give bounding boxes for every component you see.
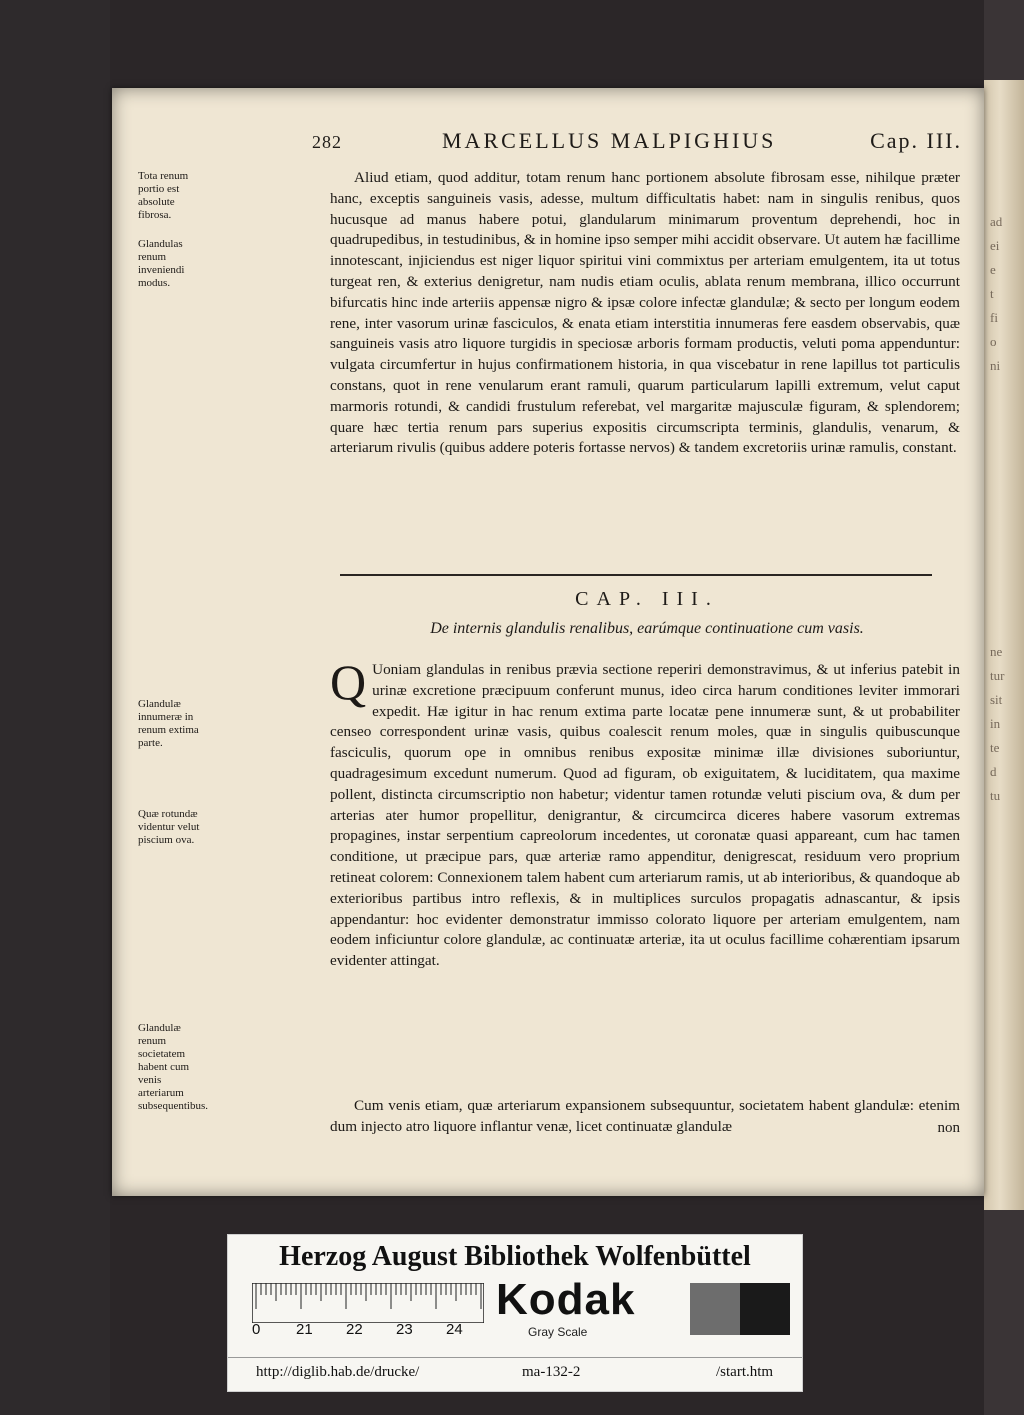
paragraph xyxy=(330,654,960,972)
chapter-reference: Cap. III. xyxy=(870,128,962,153)
shelfmark: ma-132-2 xyxy=(522,1364,581,1380)
library-url: http://diglib.hab.de/drucke/ xyxy=(256,1364,420,1380)
facing-page-edge: ad ei e t fi o ni ne tur sit in te d tu xyxy=(984,80,1024,1210)
margin-note: Glandulæ innumeræ in renum extima parte. xyxy=(138,698,199,749)
library-footer xyxy=(228,1357,802,1388)
margin-note: Glandulas renum inveniendi modus. xyxy=(138,238,185,289)
scanner-background-left xyxy=(0,0,110,1415)
ruler-label: 24 xyxy=(446,1321,463,1338)
start-file: /start.htm xyxy=(716,1364,774,1380)
page-number: 282 xyxy=(312,132,342,152)
paragraph: Aliud etiam, quod additur, totam renum hanc portionem absolute fibrosam esse, nihilque præter hanc, exceptis sanguineis vasis, adesse, multum difficultatis habet: nam in singulis renibus, quos hucusque ad manus habere potui, glandularum minimarum proventum deprehendi, hoc in quadrupedibus, in testudinibus, & in homine ipso semper mihi accidit observare. Ut autem hæ facillime innotescant, injiciendus est niger liquor spiritui vini commixtus per arteriam emulgentem, ita ut totus turgeat ren, & exterius denigretur, nam nudis etiam oculis, ablata renum membrana, illico occurrunt bifurcatis hinc inde arteriis appensæ nigro & ipsæ colore infectæ glandulæ; & secto per longum eodem rene, inter vasorum urinæ fasciculos, & enata etiam interstitia innumeras fere easdem observabis, quæ sanguineis vasis atro liquore turgidis in speciosæ arboris formam productis, veluti poma appenduntur: vulgata circumfertur in hujus confirmationem historia, in qua viscebatur in rene lapillus tot particulis constans, quot in rene venularum erant ramuli, quarum particularum lapilli extremum, velut caput marmoris rotundi, & candidi frustulum referebat, vel margaritæ majusculæ figuram, & splendorem; quare hæc tertia renum pars superius expositis circumscripta terminis, glandulis, venarum, & arteriarum rivulis (quibus addere poteris fortasse nervos) & tandem excretoriis urinæ ramulis, constant. xyxy=(330,169,960,457)
chapter-subtitle: De internis glandulis renalibus, earúmque continuatione cum vasis. xyxy=(430,620,864,637)
paragraph-text: Uoniam glandulas in renibus prævia sectione reperiri demonstravimus, & ut inferius patebit in urinæ excretione præcipuum conferunt munus, ideo circa harum conditiones leviter immorari expedit. Hæ igitur in hac renum extima parte locatæ pene innumeræ sunt, & ut probabiliter censeo correspondent urinæ vasis, quibus coalescit renum moles, quæ in singulis quibuscunque fasciculis, quorum ope in omnibus renibus expositæ minimæ illæ divisiones suboriuntur, quadragesimum excedunt numerum. Quod ad figuram, ob exiguitatem, & luciditatem, qua maxime pollent, distincta circumscriptio non habetur; videntur tamen rotundæ veluti piscium ova, & dum per arterias ater humor propellitur, denigrantur, & circumcirca diceres habere vasorum extremas propagines, instar serpentium capreolorum incedentes, ut coronatæ quasi appareant, cum hac tamen conditione, ut præcipue pars, quæ arteriæ ramo appenditur, denigrescat, residuum vero proprium retineat colorem: Connexionem talem habent cum arteriarum ramis, ut ab interioribus, & quandoque ab exterioribus partibus intro reflexis, & in multiplices surculos propagatis adnascantur, & ipsis appendantur: hoc evidenter demonstratur immisso colorato liquore per arteriam emulgentem, nam eodem inficiuntur colore glandulæ, ac continuatæ arteriæ, ita ut oculus facillime cohærentiam ipsarum evidenter attingat. xyxy=(330,661,960,970)
book-page xyxy=(112,88,984,1196)
ruler-labels xyxy=(248,1321,493,1343)
ruler-scale xyxy=(252,1283,484,1323)
kodak-logo: Kodak xyxy=(496,1275,636,1324)
gray-swatch-dark xyxy=(740,1283,790,1335)
gray-swatch-medium xyxy=(690,1283,740,1335)
drop-capital: Q xyxy=(330,654,367,710)
ruler-label: 21 xyxy=(296,1321,313,1338)
ruler-label: 0 xyxy=(252,1321,261,1338)
margin-note: Glandulæ renum societatem habent cum venis arteriarum subsequentibus. xyxy=(138,1022,208,1112)
ruler-label: 23 xyxy=(396,1321,413,1338)
gray-scale-label: Gray Scale xyxy=(528,1325,588,1339)
library-color-target xyxy=(227,1234,803,1392)
margin-note: Quæ rotundæ videntur velut piscium ova. xyxy=(138,808,200,846)
margin-note: Tota renum portio est absolute fibrosa. xyxy=(138,170,189,221)
chapter-heading: CAP. III. xyxy=(575,588,719,610)
page-header xyxy=(312,128,962,158)
running-head: MARCELLUS MALPIGHIUS xyxy=(442,128,777,153)
paragraph: Cum venis etiam, quæ arteriarum expansionem subsequuntur, societatem habent glandulæ: etenim dum injecto atro liquore inflantur venæ, licet continuatæ glandulæ xyxy=(330,1097,960,1135)
catchword: non xyxy=(937,1120,960,1136)
library-title: Herzog August Bibliothek Wolfenbüttel xyxy=(279,1241,751,1272)
section-divider xyxy=(340,574,932,576)
ruler-label: 22 xyxy=(346,1321,363,1338)
